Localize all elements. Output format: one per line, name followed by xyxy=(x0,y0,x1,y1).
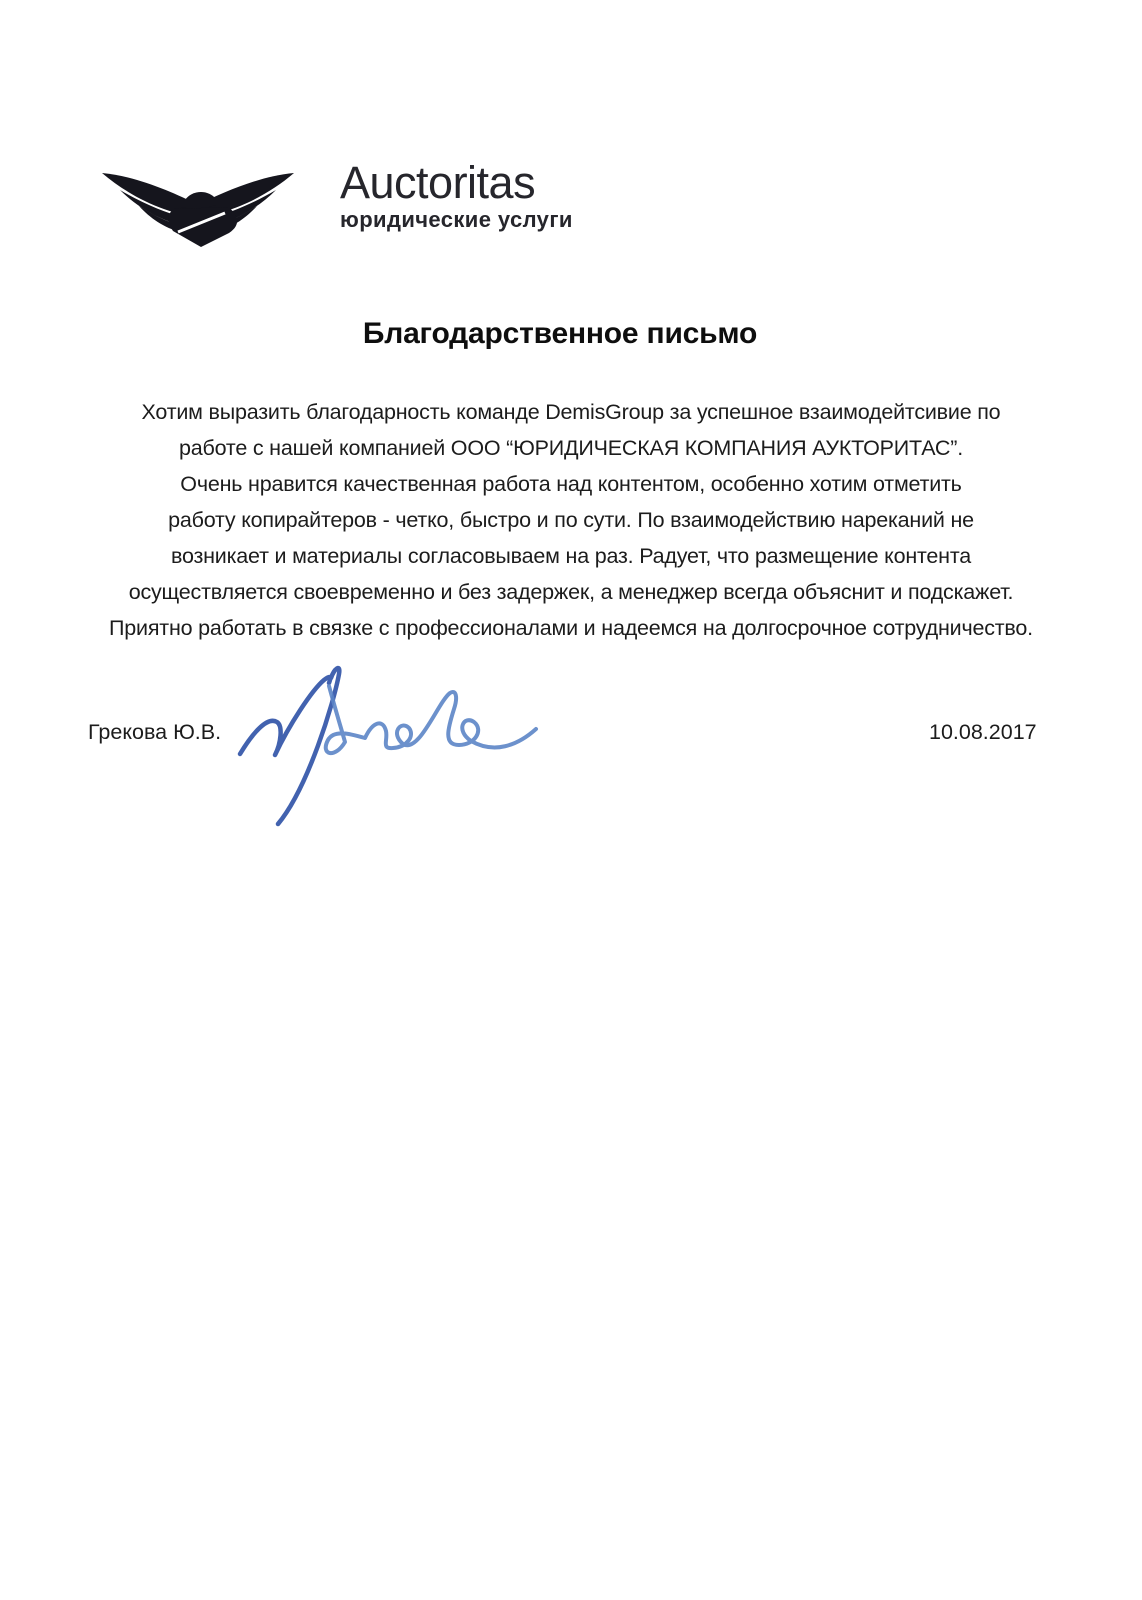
letter-body xyxy=(14,394,1128,646)
brand-tagline: юридические услуги xyxy=(340,207,573,232)
body-line: возникает и материалы согласовываем на раз. Радует, что размещение контента xyxy=(170,544,972,568)
logo-text-block xyxy=(340,157,573,232)
body-line: Хотим выразить благодарность команде DemisGroup за успешное взаимодейтсивие по xyxy=(141,400,1001,424)
body-line: Очень нравится качественная работа над контентом, особенно хотим отметить xyxy=(180,472,962,496)
body-line: Приятно работать в связке с профессионалами и надеемся на долгосрочное сотрудничество. xyxy=(109,616,1033,640)
body-line: работу копирайтеров - четко, быстро и по сути. По взаимодействию нареканий не xyxy=(168,508,974,532)
letter-title: Благодарственное письмо xyxy=(362,317,758,350)
logo xyxy=(98,158,573,250)
handwritten-signature-icon xyxy=(222,650,552,845)
letter-date: 10.08.2017 xyxy=(929,720,1037,744)
signer-name: Грекова Ю.В. xyxy=(88,720,222,744)
body-line: осуществляется своевременно и без задержек, а менеджер всегда объяснит и подскажет. xyxy=(128,580,1014,604)
body-line: работе с нашей компанией ООО “ЮРИДИЧЕСКАЯ КОМПАНИЯ АУКТОРИТАС”. xyxy=(179,436,963,460)
eagle-logo-icon xyxy=(98,158,298,250)
brand-name: Auctoritas xyxy=(340,157,536,208)
